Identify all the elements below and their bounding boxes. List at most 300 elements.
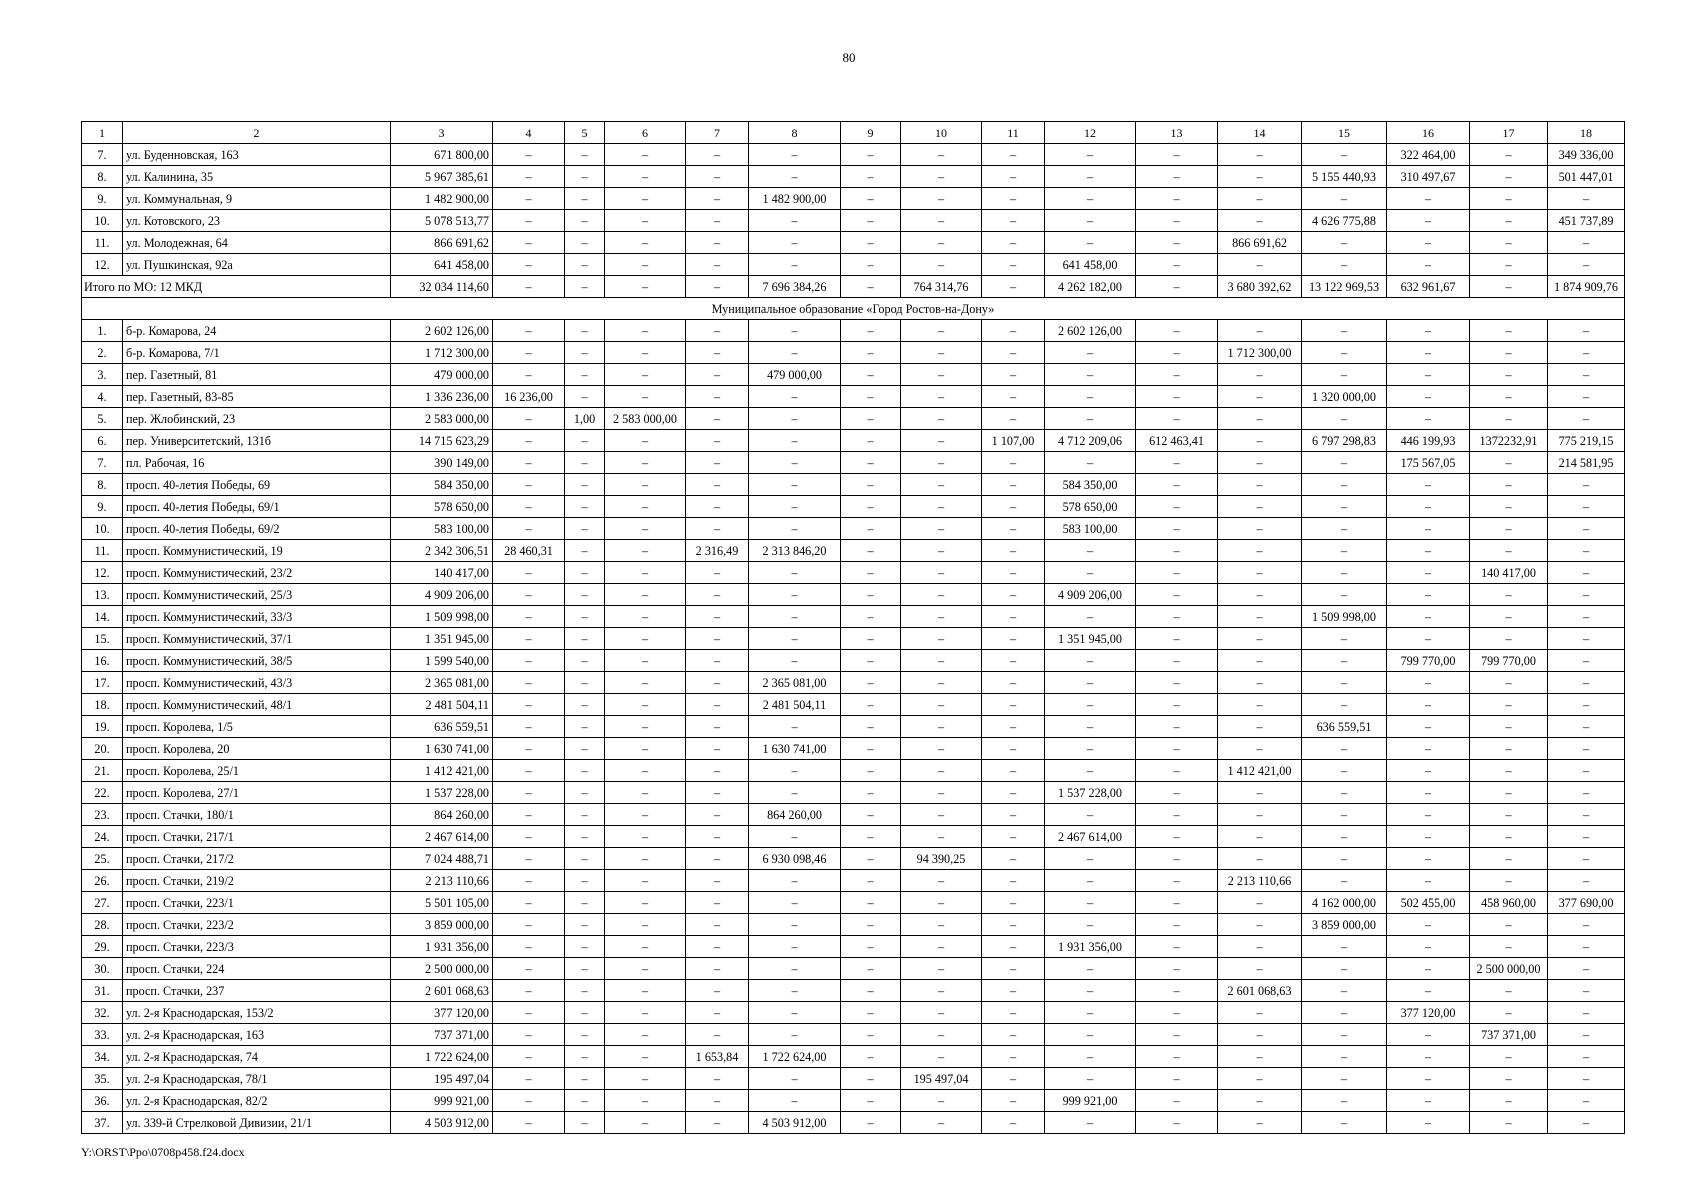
value-cell: – bbox=[605, 606, 686, 628]
value-cell: – bbox=[1387, 804, 1470, 826]
value-cell: – bbox=[841, 452, 901, 474]
value-cell: – bbox=[1470, 760, 1548, 782]
value-cell: – bbox=[749, 782, 841, 804]
value-cell: – bbox=[686, 232, 749, 254]
column-header: 16 bbox=[1387, 122, 1470, 144]
value-cell: – bbox=[605, 760, 686, 782]
value-cell: – bbox=[749, 166, 841, 188]
value-cell: – bbox=[605, 694, 686, 716]
address-cell: ул. Коммунальная, 9 bbox=[123, 188, 391, 210]
value-cell: – bbox=[1470, 672, 1548, 694]
value-cell: – bbox=[901, 1112, 982, 1134]
value-cell: 390 149,00 bbox=[391, 452, 493, 474]
value-cell: – bbox=[686, 870, 749, 892]
value-cell: – bbox=[493, 914, 565, 936]
value-cell: 5 078 513,77 bbox=[391, 210, 493, 232]
row-number: 22. bbox=[82, 782, 123, 804]
value-cell: – bbox=[605, 430, 686, 452]
value-cell: – bbox=[493, 452, 565, 474]
address-cell: ул. 2-я Краснодарская, 163 bbox=[123, 1024, 391, 1046]
address-cell: ул. 2-я Краснодарская, 78/1 bbox=[123, 1068, 391, 1090]
value-cell: – bbox=[1045, 980, 1136, 1002]
value-cell: 1 712 300,00 bbox=[391, 342, 493, 364]
value-cell: – bbox=[982, 474, 1045, 496]
value-cell: – bbox=[1136, 1090, 1218, 1112]
value-cell: – bbox=[1548, 914, 1625, 936]
value-cell: 2 313 846,20 bbox=[749, 540, 841, 562]
value-cell: 1 107,00 bbox=[982, 430, 1045, 452]
value-cell: – bbox=[1548, 474, 1625, 496]
value-cell: – bbox=[982, 782, 1045, 804]
value-cell: – bbox=[1302, 1002, 1387, 1024]
value-cell: – bbox=[749, 1002, 841, 1024]
value-cell: 737 371,00 bbox=[391, 1024, 493, 1046]
value-cell: – bbox=[565, 672, 605, 694]
value-cell: – bbox=[1218, 826, 1302, 848]
value-cell: – bbox=[1302, 826, 1387, 848]
row-number: 6. bbox=[82, 430, 123, 452]
value-cell: 2 316,49 bbox=[686, 540, 749, 562]
value-cell: – bbox=[605, 144, 686, 166]
value-cell: – bbox=[1045, 760, 1136, 782]
value-cell: 5 155 440,93 bbox=[1302, 166, 1387, 188]
value-cell: – bbox=[565, 980, 605, 1002]
value-cell: – bbox=[1470, 870, 1548, 892]
value-cell: – bbox=[901, 496, 982, 518]
value-cell: – bbox=[901, 364, 982, 386]
column-header: 12 bbox=[1045, 122, 1136, 144]
value-cell: – bbox=[1548, 254, 1625, 276]
value-cell: – bbox=[1136, 892, 1218, 914]
table-row bbox=[82, 782, 1625, 804]
value-cell: – bbox=[686, 606, 749, 628]
value-cell: – bbox=[901, 628, 982, 650]
value-cell: – bbox=[841, 496, 901, 518]
value-cell: – bbox=[605, 1046, 686, 1068]
value-cell: – bbox=[565, 716, 605, 738]
table-body bbox=[82, 122, 1625, 1134]
value-cell: 1 509 998,00 bbox=[1302, 606, 1387, 628]
value-cell: – bbox=[1387, 848, 1470, 870]
value-cell: – bbox=[565, 1002, 605, 1024]
value-cell: 2 500 000,00 bbox=[1470, 958, 1548, 980]
row-number: 10. bbox=[82, 518, 123, 540]
row-number: 18. bbox=[82, 694, 123, 716]
value-cell: – bbox=[605, 1024, 686, 1046]
value-cell: – bbox=[1136, 1046, 1218, 1068]
value-cell: – bbox=[1470, 848, 1548, 870]
table-row bbox=[82, 606, 1625, 628]
value-cell: – bbox=[1136, 760, 1218, 782]
value-cell: 775 219,15 bbox=[1548, 430, 1625, 452]
value-cell: – bbox=[982, 1090, 1045, 1112]
value-cell: – bbox=[749, 144, 841, 166]
value-cell: – bbox=[1136, 936, 1218, 958]
value-cell: 5 501 105,00 bbox=[391, 892, 493, 914]
address-cell: просп. Коммунистический, 48/1 bbox=[123, 694, 391, 716]
row-number: 35. bbox=[82, 1068, 123, 1090]
value-cell: – bbox=[1548, 188, 1625, 210]
value-cell: – bbox=[493, 1046, 565, 1068]
value-cell: – bbox=[1470, 584, 1548, 606]
value-cell: – bbox=[565, 650, 605, 672]
value-cell: – bbox=[1136, 320, 1218, 342]
value-cell: – bbox=[841, 870, 901, 892]
value-cell: – bbox=[1045, 342, 1136, 364]
value-cell: – bbox=[1136, 1068, 1218, 1090]
table-row bbox=[82, 892, 1625, 914]
total-value-cell: 1 874 909,76 bbox=[1548, 276, 1625, 298]
value-cell: – bbox=[841, 914, 901, 936]
value-cell: – bbox=[565, 232, 605, 254]
value-cell: 14 715 623,29 bbox=[391, 430, 493, 452]
value-cell: – bbox=[749, 562, 841, 584]
table-row bbox=[82, 210, 1625, 232]
value-cell: – bbox=[1387, 914, 1470, 936]
value-cell: – bbox=[982, 1068, 1045, 1090]
address-cell: пер. Газетный, 83-85 bbox=[123, 386, 391, 408]
value-cell: 999 921,00 bbox=[1045, 1090, 1136, 1112]
value-cell: – bbox=[982, 144, 1045, 166]
value-cell: – bbox=[901, 672, 982, 694]
value-cell: – bbox=[901, 540, 982, 562]
value-cell: 2 500 000,00 bbox=[391, 958, 493, 980]
data-table bbox=[81, 121, 1625, 1134]
total-value-cell: – bbox=[1136, 276, 1218, 298]
value-cell: 94 390,25 bbox=[901, 848, 982, 870]
value-cell: – bbox=[749, 650, 841, 672]
value-cell: – bbox=[1548, 738, 1625, 760]
value-cell: 1 599 540,00 bbox=[391, 650, 493, 672]
value-cell: 2 342 306,51 bbox=[391, 540, 493, 562]
value-cell: – bbox=[1302, 1090, 1387, 1112]
value-cell: – bbox=[1387, 936, 1470, 958]
value-cell: – bbox=[901, 804, 982, 826]
value-cell: – bbox=[1548, 408, 1625, 430]
value-cell: – bbox=[749, 760, 841, 782]
table-row bbox=[82, 254, 1625, 276]
value-cell: – bbox=[982, 342, 1045, 364]
value-cell: – bbox=[686, 496, 749, 518]
value-cell: – bbox=[565, 782, 605, 804]
section-row bbox=[82, 298, 1625, 320]
table-row bbox=[82, 474, 1625, 496]
value-cell: – bbox=[1218, 474, 1302, 496]
value-cell: – bbox=[1387, 980, 1470, 1002]
value-cell: – bbox=[1548, 936, 1625, 958]
value-cell: – bbox=[1302, 1068, 1387, 1090]
value-cell: – bbox=[1302, 1046, 1387, 1068]
value-cell: – bbox=[1470, 1046, 1548, 1068]
value-cell: – bbox=[493, 672, 565, 694]
value-cell: – bbox=[1045, 386, 1136, 408]
value-cell: – bbox=[841, 320, 901, 342]
value-cell: – bbox=[901, 914, 982, 936]
value-cell: 2 213 110,66 bbox=[1218, 870, 1302, 892]
value-cell: – bbox=[1218, 892, 1302, 914]
value-cell: – bbox=[605, 386, 686, 408]
value-cell: 1 722 624,00 bbox=[391, 1046, 493, 1068]
value-cell: 1 722 624,00 bbox=[749, 1046, 841, 1068]
value-cell: 2 583 000,00 bbox=[605, 408, 686, 430]
value-cell: – bbox=[493, 1024, 565, 1046]
value-cell: 799 770,00 bbox=[1387, 650, 1470, 672]
value-cell: – bbox=[1387, 1112, 1470, 1134]
data-table-wrapper bbox=[81, 121, 1625, 1134]
total-value-cell: 632 961,67 bbox=[1387, 276, 1470, 298]
value-cell: – bbox=[1387, 760, 1470, 782]
value-cell: – bbox=[605, 210, 686, 232]
value-cell: – bbox=[493, 1068, 565, 1090]
value-cell: 866 691,62 bbox=[1218, 232, 1302, 254]
value-cell: – bbox=[565, 496, 605, 518]
value-cell: – bbox=[1218, 144, 1302, 166]
address-cell: пер. Жлобинский, 23 bbox=[123, 408, 391, 430]
value-cell: – bbox=[565, 848, 605, 870]
value-cell: – bbox=[605, 474, 686, 496]
value-cell: – bbox=[686, 980, 749, 1002]
value-cell: – bbox=[1470, 166, 1548, 188]
value-cell: – bbox=[1136, 848, 1218, 870]
value-cell: – bbox=[1218, 320, 1302, 342]
value-cell: 501 447,01 bbox=[1548, 166, 1625, 188]
value-cell: – bbox=[901, 606, 982, 628]
table-row bbox=[82, 694, 1625, 716]
value-cell: – bbox=[605, 342, 686, 364]
value-cell: – bbox=[982, 936, 1045, 958]
value-cell: – bbox=[982, 826, 1045, 848]
value-cell: – bbox=[749, 232, 841, 254]
value-cell: – bbox=[1302, 452, 1387, 474]
value-cell: – bbox=[1470, 188, 1548, 210]
value-cell: – bbox=[1470, 936, 1548, 958]
value-cell: – bbox=[1548, 1046, 1625, 1068]
value-cell: – bbox=[901, 870, 982, 892]
value-cell: – bbox=[493, 694, 565, 716]
value-cell: – bbox=[1218, 166, 1302, 188]
value-cell: – bbox=[1387, 870, 1470, 892]
column-header: 5 bbox=[565, 122, 605, 144]
value-cell: – bbox=[493, 562, 565, 584]
value-cell: – bbox=[1045, 914, 1136, 936]
table-row bbox=[82, 760, 1625, 782]
column-header: 11 bbox=[982, 122, 1045, 144]
value-cell: – bbox=[493, 342, 565, 364]
section-title: Муниципальное образование «Город Ростов-на-Дону» bbox=[82, 298, 1625, 320]
value-cell: 446 199,93 bbox=[1387, 430, 1470, 452]
total-value-cell: 7 696 384,26 bbox=[749, 276, 841, 298]
value-cell: – bbox=[1548, 562, 1625, 584]
value-cell: – bbox=[982, 408, 1045, 430]
value-cell: – bbox=[1548, 694, 1625, 716]
value-cell: – bbox=[1302, 870, 1387, 892]
value-cell: – bbox=[901, 936, 982, 958]
value-cell: – bbox=[1470, 804, 1548, 826]
value-cell: – bbox=[749, 518, 841, 540]
total-label: Итого по МО: 12 МКД bbox=[82, 276, 391, 298]
value-cell: – bbox=[605, 672, 686, 694]
value-cell: – bbox=[901, 892, 982, 914]
address-cell: просп. Стачки, 237 bbox=[123, 980, 391, 1002]
value-cell: 578 650,00 bbox=[391, 496, 493, 518]
value-cell: 2 583 000,00 bbox=[391, 408, 493, 430]
column-header: 13 bbox=[1136, 122, 1218, 144]
value-cell: – bbox=[982, 254, 1045, 276]
value-cell: – bbox=[749, 1024, 841, 1046]
column-header: 4 bbox=[493, 122, 565, 144]
value-cell: – bbox=[1302, 540, 1387, 562]
value-cell: – bbox=[493, 474, 565, 496]
table-row bbox=[82, 936, 1625, 958]
value-cell: – bbox=[1136, 342, 1218, 364]
value-cell: – bbox=[841, 1112, 901, 1134]
address-cell: пер. Университетский, 131б bbox=[123, 430, 391, 452]
value-cell: 1 931 356,00 bbox=[391, 936, 493, 958]
value-cell: 451 737,89 bbox=[1548, 210, 1625, 232]
value-cell: – bbox=[605, 188, 686, 210]
table-row bbox=[82, 826, 1625, 848]
value-cell: – bbox=[1548, 342, 1625, 364]
column-header: 14 bbox=[1218, 122, 1302, 144]
value-cell: – bbox=[686, 320, 749, 342]
value-cell: – bbox=[901, 144, 982, 166]
value-cell: 1 509 998,00 bbox=[391, 606, 493, 628]
value-cell: – bbox=[1302, 958, 1387, 980]
value-cell: 16 236,00 bbox=[493, 386, 565, 408]
value-cell: – bbox=[1218, 408, 1302, 430]
value-cell: – bbox=[1045, 694, 1136, 716]
value-cell: – bbox=[1136, 386, 1218, 408]
value-cell: – bbox=[565, 386, 605, 408]
value-cell: 1 537 228,00 bbox=[1045, 782, 1136, 804]
value-cell: – bbox=[1045, 716, 1136, 738]
value-cell: – bbox=[605, 1002, 686, 1024]
value-cell: – bbox=[686, 584, 749, 606]
value-cell: – bbox=[1302, 694, 1387, 716]
value-cell: 479 000,00 bbox=[749, 364, 841, 386]
value-cell: – bbox=[982, 210, 1045, 232]
value-cell: – bbox=[749, 474, 841, 496]
total-row bbox=[82, 276, 1625, 298]
value-cell: – bbox=[1387, 628, 1470, 650]
value-cell: – bbox=[1548, 540, 1625, 562]
value-cell: – bbox=[565, 342, 605, 364]
value-cell: – bbox=[1218, 430, 1302, 452]
value-cell: – bbox=[565, 474, 605, 496]
value-cell: – bbox=[565, 144, 605, 166]
value-cell: – bbox=[1470, 342, 1548, 364]
row-number: 25. bbox=[82, 848, 123, 870]
value-cell: – bbox=[1218, 1024, 1302, 1046]
value-cell: – bbox=[1136, 1002, 1218, 1024]
value-cell: – bbox=[605, 562, 686, 584]
value-cell: – bbox=[605, 518, 686, 540]
value-cell: – bbox=[1218, 606, 1302, 628]
value-cell: – bbox=[1218, 210, 1302, 232]
address-cell: ул. Пушкинская, 92а bbox=[123, 254, 391, 276]
value-cell: – bbox=[982, 1112, 1045, 1134]
value-cell: – bbox=[493, 166, 565, 188]
row-number: 36. bbox=[82, 1090, 123, 1112]
value-cell: – bbox=[686, 518, 749, 540]
value-cell: – bbox=[1548, 716, 1625, 738]
value-cell: – bbox=[841, 232, 901, 254]
value-cell: – bbox=[841, 474, 901, 496]
value-cell: – bbox=[1136, 188, 1218, 210]
header-row bbox=[82, 122, 1625, 144]
value-cell: – bbox=[901, 1090, 982, 1112]
value-cell: – bbox=[749, 914, 841, 936]
value-cell: – bbox=[686, 430, 749, 452]
value-cell: 641 458,00 bbox=[1045, 254, 1136, 276]
value-cell: 1 412 421,00 bbox=[391, 760, 493, 782]
value-cell: – bbox=[565, 452, 605, 474]
value-cell: – bbox=[1136, 144, 1218, 166]
value-cell: – bbox=[1470, 980, 1548, 1002]
value-cell: – bbox=[686, 738, 749, 760]
value-cell: – bbox=[982, 716, 1045, 738]
value-cell: – bbox=[1470, 364, 1548, 386]
value-cell: – bbox=[1302, 1024, 1387, 1046]
value-cell: – bbox=[982, 760, 1045, 782]
value-cell: – bbox=[605, 914, 686, 936]
value-cell: – bbox=[901, 166, 982, 188]
table-row bbox=[82, 650, 1625, 672]
value-cell: – bbox=[1548, 826, 1625, 848]
value-cell: 1 712 300,00 bbox=[1218, 342, 1302, 364]
value-cell: – bbox=[493, 782, 565, 804]
value-cell: – bbox=[749, 342, 841, 364]
value-cell: – bbox=[605, 320, 686, 342]
value-cell: 4 712 209,06 bbox=[1045, 430, 1136, 452]
value-cell: 583 100,00 bbox=[1045, 518, 1136, 540]
value-cell: – bbox=[1548, 672, 1625, 694]
value-cell: – bbox=[565, 1046, 605, 1068]
value-cell: – bbox=[1548, 628, 1625, 650]
table-row bbox=[82, 584, 1625, 606]
address-cell: просп. Коммунистический, 33/3 bbox=[123, 606, 391, 628]
value-cell: – bbox=[1387, 826, 1470, 848]
row-number: 24. bbox=[82, 826, 123, 848]
value-cell: – bbox=[1470, 320, 1548, 342]
column-header: 2 bbox=[123, 122, 391, 144]
value-cell: – bbox=[1548, 980, 1625, 1002]
row-number: 20. bbox=[82, 738, 123, 760]
value-cell: 458 960,00 bbox=[1470, 892, 1548, 914]
value-cell: – bbox=[1387, 716, 1470, 738]
value-cell: – bbox=[493, 760, 565, 782]
column-header: 6 bbox=[605, 122, 686, 144]
value-cell: 310 497,67 bbox=[1387, 166, 1470, 188]
value-cell: – bbox=[1470, 1068, 1548, 1090]
value-cell: – bbox=[565, 892, 605, 914]
value-cell: – bbox=[901, 716, 982, 738]
value-cell: – bbox=[493, 584, 565, 606]
table-row bbox=[82, 672, 1625, 694]
row-number: 33. bbox=[82, 1024, 123, 1046]
value-cell: – bbox=[841, 1002, 901, 1024]
value-cell: – bbox=[1136, 782, 1218, 804]
row-number: 9. bbox=[82, 188, 123, 210]
address-cell: просп. Стачки, 180/1 bbox=[123, 804, 391, 826]
value-cell: – bbox=[493, 188, 565, 210]
value-cell: – bbox=[1302, 936, 1387, 958]
value-cell: 641 458,00 bbox=[391, 254, 493, 276]
row-number: 11. bbox=[82, 232, 123, 254]
value-cell: – bbox=[1470, 1112, 1548, 1134]
value-cell: – bbox=[841, 210, 901, 232]
table-row bbox=[82, 562, 1625, 584]
